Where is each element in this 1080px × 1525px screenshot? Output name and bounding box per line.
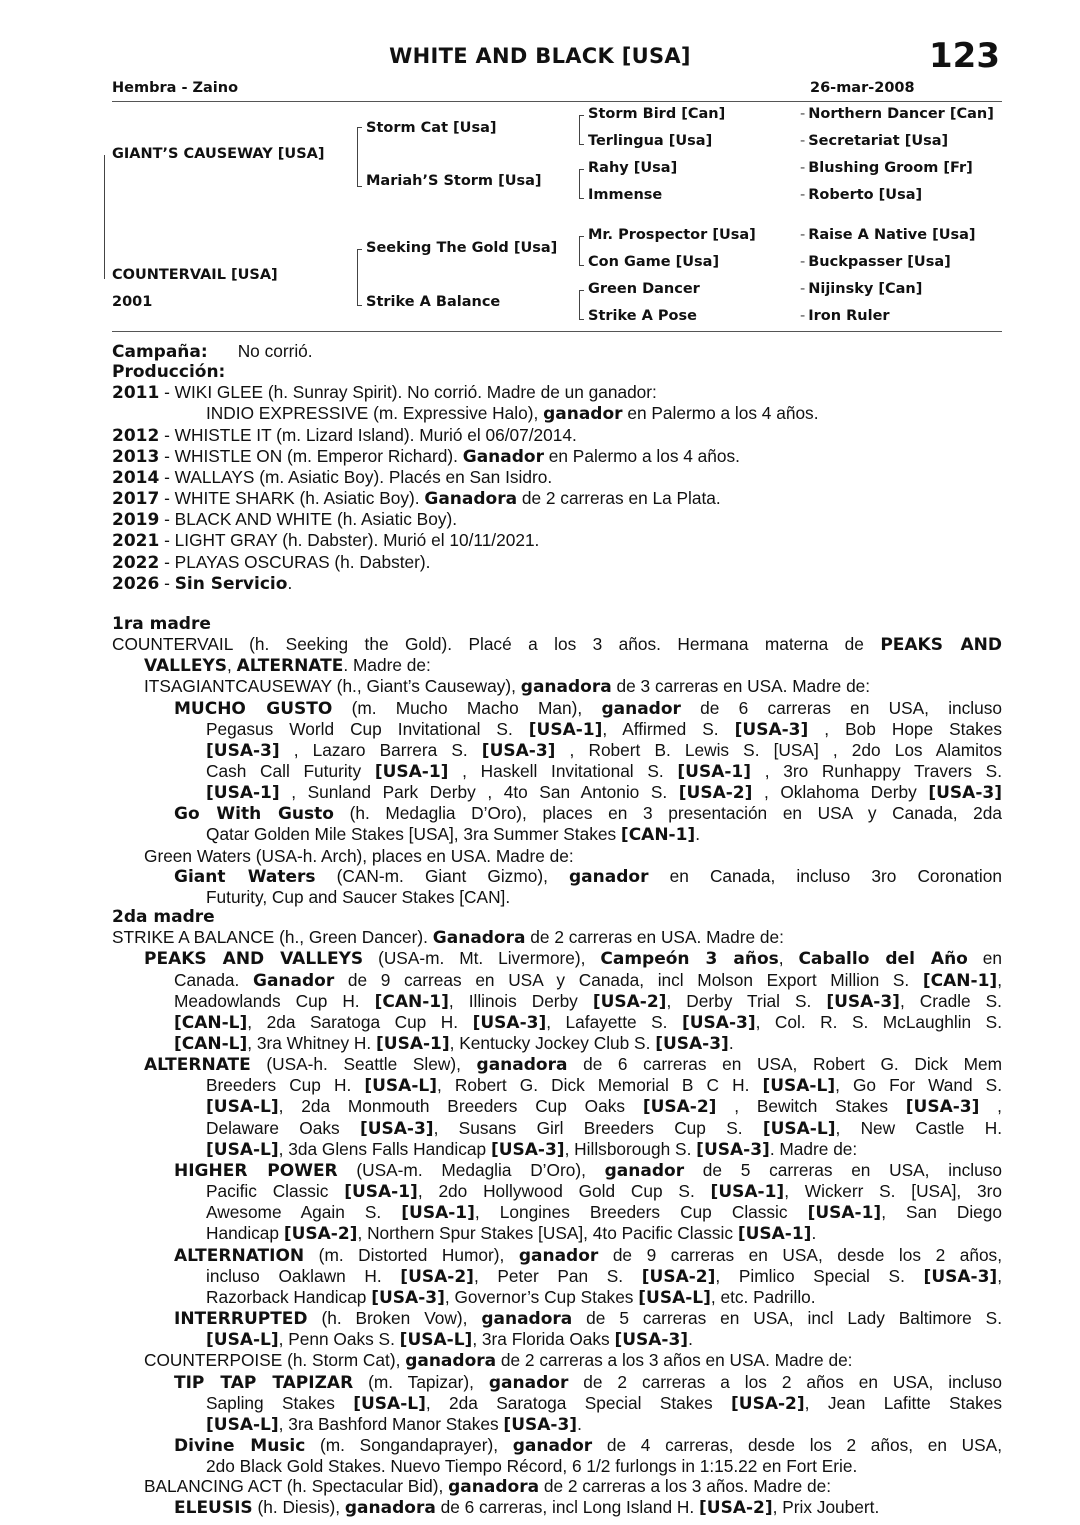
second-dam-line: ELEUSIS (h. Diesis), ganadora de 6 carreras, incl Long Island H. [USA-2], Prix Joubert. (174, 1497, 880, 1519)
second-dam-line: HIGHER POWER (USA-m. Medaglia D’Oro), ganador de 5 carreras en USA, incluso (174, 1159, 1002, 1181)
second-dam-line: INTERRUPTED (h. Broken Vow), ganadora de 5 carreras en USA, incl Lady Baltimore S. (174, 1308, 1002, 1330)
second-dam-line: Handicap [USA-2], Northern Spur Stakes [USA], 4to Pacific Classic [USA-1]. (206, 1223, 817, 1245)
gen4-item: - Raise A Native [Usa] (800, 227, 976, 243)
first-dam-line: MUCHO GUSTO (m. Mucho Macho Man), ganador de 6 carreras en USA, incluso (174, 697, 1002, 719)
first-dam-line: [USA-3] , Lazaro Barrera S. [USA-3] , Robert B. Lewis S. [USA] , 2do Los Alamitos (206, 739, 1002, 761)
production-heading: Producción: (112, 362, 226, 383)
sire-dam-dam: Immense (588, 187, 663, 203)
first-dam-line: Cash Call Futurity [USA-1] , Haskell Invitational S. [USA-1] , 3ro Runhappy Travers S. (206, 760, 1003, 782)
bottom-rule (112, 331, 1002, 332)
first-dam-line: Futurity, Cup and Saucer Stakes [CAN]. (206, 886, 511, 907)
bracket-gen3-1 (579, 115, 584, 145)
gen4-item: - Iron Ruler (800, 308, 890, 324)
production-item: 2011 - WIKI GLEE (h. Sunray Spirit). No corrió. Madre de un ganador: (112, 382, 657, 404)
page-number: 123 (929, 36, 1000, 76)
dam-dam-dam: Strike A Pose (588, 308, 697, 324)
top-rule (112, 101, 1002, 102)
dam-year: 2001 (112, 294, 153, 310)
dam: COUNTERVAIL [USA] (112, 267, 278, 283)
production-item: 2012 - WHISTLE IT (m. Lizard Island). Murió el 06/07/2014. (112, 424, 577, 446)
production-item: 2017 - WHITE SHARK (h. Asiatic Boy). Ganadora de 2 carreras en La Plata. (112, 488, 721, 510)
second-dam-line: COUNTERPOISE (h. Storm Cat), ganadora de 2 carreras a los 3 años en USA. Madre de: (144, 1350, 853, 1372)
sire-sire: Storm Cat [Usa] (366, 120, 497, 136)
sire-dam: Mariah’S Storm [Usa] (366, 173, 542, 189)
gen4-item: - Buckpasser [Usa] (800, 254, 951, 270)
second-dam-line: incluso Oaklawn H. [USA-2], Peter Pan S. [USA-2], Pimlico Special S. [USA-3], (206, 1265, 1002, 1287)
production-item: 2013 - WHISTLE ON (m. Emperor Richard). Ganador en Palermo a los 4 años. (112, 445, 740, 467)
dam-sire-sire: Mr. Prospector [Usa] (588, 227, 756, 243)
second-dam-line: [USA-L], 3da Glens Falls Handicap [USA-3], Hillsborough S. [USA-3]. Madre de: (206, 1138, 858, 1160)
first-dam-line: VALLEYS, ALTERNATE. Madre de: (144, 655, 431, 677)
second-dam-line: Razorback Handicap [USA-3], Governor’s Cup Stakes [USA-L], etc. Padrillo. (206, 1286, 816, 1308)
second-dam-line: Divine Music (m. Songandaprayer), ganador de 4 carreras, desde los 2 años, en USA, (174, 1434, 1003, 1456)
production-item: 2026 - Sin Servicio. (112, 572, 293, 594)
bracket-gen3-2 (579, 169, 584, 199)
body-text (112, 341, 1002, 1519)
second-dam-line: ALTERNATE (USA-h. Seattle Slew), ganadora de 6 carreras en USA, Robert G. Dick Mem (144, 1054, 1002, 1076)
first-dam-line: Pegasus World Cup Invitational S. [USA-1], Affirmed S. [USA-3] , Bob Hope Stakes (206, 718, 1002, 740)
first-dam-line: Green Waters (USA-h. Arch), places en USA. Madre de: (144, 845, 574, 866)
second-dam-line: Sapling Stakes [USA-L], 2da Saratoga Special Stakes [USA-2], Jean Lafitte Stakes (206, 1392, 1002, 1414)
second-dam-line: [USA-L], 3ra Bashford Manor Stakes [USA-3]. (206, 1413, 582, 1435)
second-dam-line: Meadowlands Cup H. [CAN-1], Illinois Derby [USA-2], Derby Trial S. [USA-3], Cradle S. (174, 990, 1002, 1012)
second-dam-line: Canada. Ganador de 9 carreas en USA y Canada, incl Molson Export Million S. [CAN-1], (174, 969, 1002, 991)
second-dam-line: TIP TAP TAPIZAR (m. Tapizar), ganador de 2 carreras a los 2 años en USA, incluso (174, 1371, 1002, 1393)
production-item: 2022 - PLAYAS OSCURAS (h. Dabster). (112, 551, 431, 573)
first-dam-line: Giant Waters (CAN-m. Giant Gizmo), ganador en Canada, incluso 3ro Coronation (174, 865, 1002, 887)
sire-dam-sire: Rahy [Usa] (588, 160, 678, 176)
second-dam-line: [USA-L], 2da Monmouth Breeders Cup Oaks [USA-2] , Bewitch Stakes [USA-3] , (206, 1096, 1002, 1118)
second-dam-line: [CAN-L], 2da Saratoga Cup H. [USA-3], Lafayette S. [USA-3], Col. R. S. McLaughlin S. (174, 1011, 1003, 1033)
second-dam-line: 2do Black Gold Stakes. Nuevo Tiempo Récord, 6 1/2 furlongs in 1:15.22 en Fort Erie. (206, 1456, 858, 1477)
first-dam-heading: 1ra madre (112, 613, 211, 634)
first-dam-line: ITSAGIANTCAUSEWAY (h., Giant’s Causeway), ganadora de 3 carreras en USA. Madre de: (144, 676, 871, 698)
second-dam-line: Pacific Classic [USA-1], 2do Hollywood Gold Cup S. [USA-1], Wickerr S. [USA], 3ro (206, 1181, 1002, 1203)
bracket-gen1 (104, 155, 105, 279)
page-title: WHITE AND BLACK [USA] (389, 44, 691, 68)
sire: GIANT’S CAUSEWAY [USA] (112, 146, 325, 162)
second-dam-line: [CAN-L], 3ra Whitney H. [USA-1], Kentucky Jockey Club S. [USA-3]. (174, 1033, 734, 1054)
second-dam-line: Breeders Cup H. [USA-L], Robert G. Dick Memorial B C H. [USA-L], Go For Wand S. (206, 1075, 1003, 1097)
sire-sire-sire: Storm Bird [Can] (588, 106, 726, 122)
sex-color: Hembra - Zaino (112, 80, 239, 96)
production-item: 2014 - WALLAYS (m. Asiatic Boy). Placés en San Isidro. (112, 466, 553, 488)
dam-sire: Seeking The Gold [Usa] (366, 240, 558, 256)
birth-date: 26-mar-2008 (810, 80, 915, 96)
gen4-item: - Northern Dancer [Can] (800, 106, 994, 122)
gen4-item: - Secretariat [Usa] (800, 133, 949, 149)
bracket-gen3-3 (579, 236, 584, 266)
bracket-gen2-dam (357, 249, 362, 306)
production-item: 2021 - LIGHT GRAY (h. Dabster). Murió el 10/11/2021. (112, 530, 540, 552)
dam-dam: Strike A Balance (366, 294, 501, 310)
first-dam-line: [USA-1] , Sunland Park Derby , 4to San Antonio S. [USA-2] , Oklahoma Derby [USA-3] (206, 782, 1002, 804)
gen4-item: - Roberto [Usa] (800, 187, 923, 203)
second-dam-line: [USA-L], Penn Oaks S. [USA-L], 3ra Florida Oaks [USA-3]. (206, 1329, 693, 1351)
production-item: 2019 - BLACK AND WHITE (h. Asiatic Boy). (112, 509, 458, 531)
second-dam-line: PEAKS AND VALLEYS (USA-m. Mt. Livermore), Campeón 3 años, Caballo del Año en (144, 948, 1002, 970)
gen4-item: - Blushing Groom [Fr] (800, 160, 973, 176)
second-dam-line: Awesome Again S. [USA-1], Longines Breeders Cup Classic [USA-1], San Diego (206, 1202, 1003, 1224)
campaign-line: Campaña: No corrió. (112, 341, 313, 362)
second-dam-line: Delaware Oaks [USA-3], Susans Girl Breeders Cup S. [USA-L], New Castle H. (206, 1117, 1002, 1139)
dam-dam-sire: Green Dancer (588, 281, 700, 297)
first-dam-line: COUNTERVAIL (h. Seeking the Gold). Placé a los 3 años. Hermana materna de PEAKS AND (112, 634, 1002, 656)
second-dam-heading: 2da madre (112, 907, 215, 928)
production-subitem: INDIO EXPRESSIVE (m. Expressive Halo), ganador en Palermo a los 4 años. (206, 403, 819, 425)
gen4-item: - Nijinsky [Can] (800, 281, 923, 297)
first-dam-line: Go With Gusto (h. Medaglia D’Oro), places en 3 presentación en USA y Canada, 2da (174, 803, 1002, 825)
second-dam-line: ALTERNATION (m. Distorted Humor), ganador de 9 carreras en USA, desde los 2 años, (174, 1244, 1002, 1266)
bracket-gen3-4 (579, 290, 584, 320)
first-dam-line: Qatar Golden Mile Stakes [USA], 3ra Summer Stakes [CAN-1]. (206, 824, 701, 846)
second-dam-line: BALANCING ACT (h. Spectacular Bid), ganadora de 2 carreras a los 3 años. Madre de: (144, 1476, 832, 1498)
bracket-gen2-sire (357, 127, 362, 187)
sire-sire-dam: Terlingua [Usa] (588, 133, 713, 149)
dam-sire-dam: Con Game [Usa] (588, 254, 720, 270)
second-dam-line: STRIKE A BALANCE (h., Green Dancer). Ganadora de 2 carreras en USA. Madre de: (112, 927, 784, 949)
